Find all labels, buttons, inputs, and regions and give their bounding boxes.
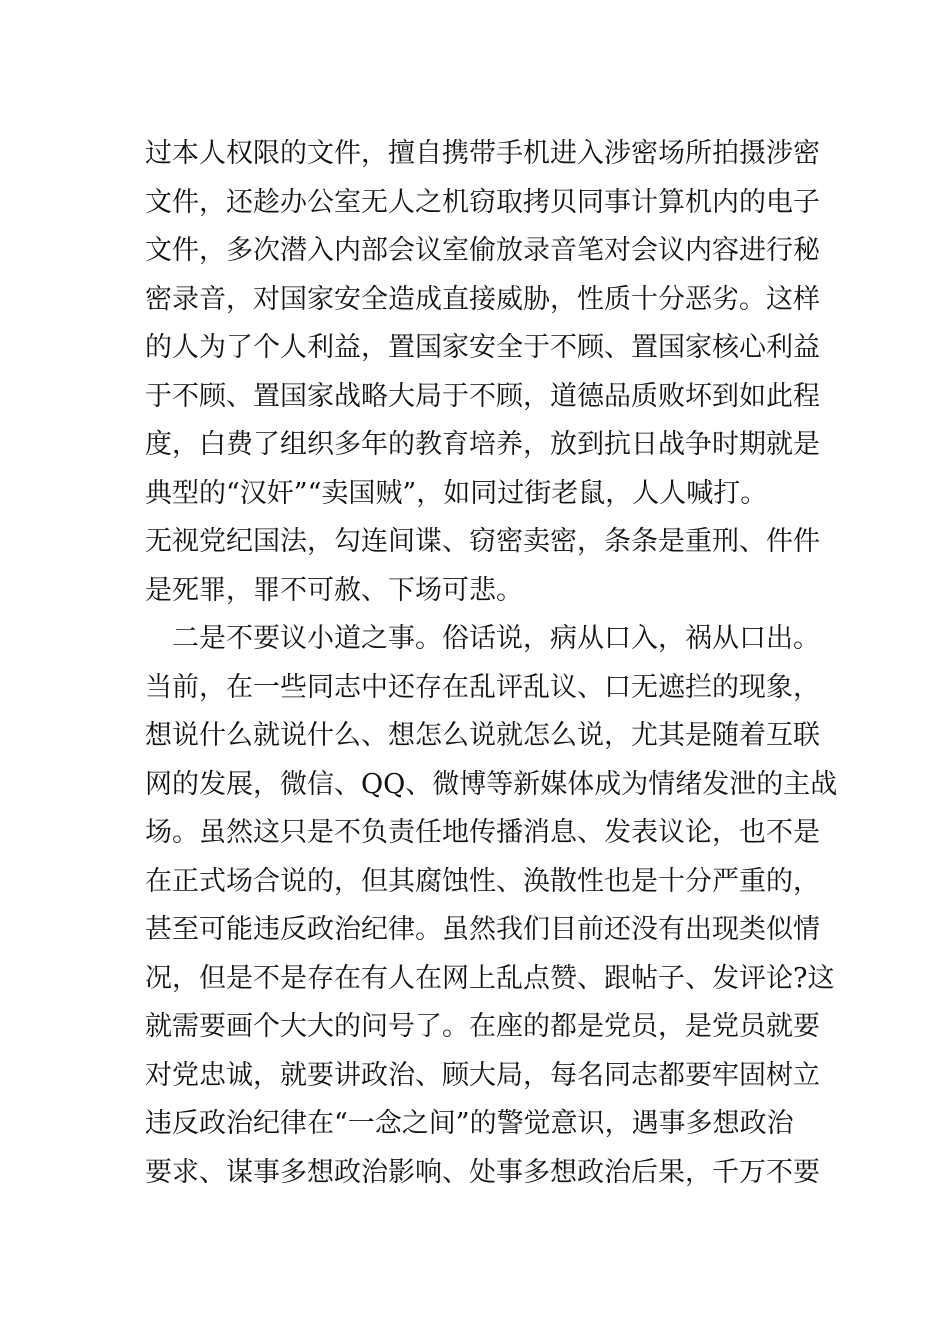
text-line: 场。虽然这只是不负责任地传播消息、发表议论，也不是	[145, 817, 820, 848]
text-line: 就需要画个大大的问号了。在座的都是党员，是党员就要	[145, 1011, 820, 1042]
text-line: 网的发展，微信、QQ、微博等新媒体成为情绪发泄的主战	[145, 768, 838, 800]
text-line: 对党忠诚，就要讲政治、顾大局，每名同志都要牢固树立	[145, 1059, 820, 1091]
text-line: 想说什么就说什么、想怎么说就怎么说，尤其是随着互联	[145, 720, 820, 751]
text-line: 度，白费了组织多年的教育培养，放到抗日战争时期就是	[145, 429, 820, 460]
text-line: 的人为了个人利益，置国家安全于不顾、置国家核心利益	[145, 332, 820, 363]
text-line: 违反政治纪律在“一念之间”的警觉意识，遇事多想政治	[145, 1108, 794, 1139]
text-line: 典型的“汉奸”“卖国贼”，如同过街老鼠，人人喊打。	[145, 477, 768, 509]
text-line: 无视党纪国法，勾连间谍、窃密卖密，条条是重刑、件件	[145, 526, 820, 557]
text-line: 是死罪，罪不可赦、下场可悲。	[145, 574, 523, 606]
text-line: 在正式场合说的，但其腐蚀性、涣散性也是十分严重的，	[145, 865, 820, 897]
paragraph-start-line: 二是不要议小道之事。俗话说，病从口入，祸从口出。	[145, 623, 820, 654]
text-line: 要求、谋事多想政治影响、处事多想政治后果，千万不要	[145, 1156, 820, 1188]
text-line: 况，但是不是存在有人在网上乱点赞、跟帖子、发评论?这	[145, 962, 835, 994]
text-line: 甚至可能违反政治纪律。虽然我们目前还没有出现类似情	[145, 914, 820, 945]
body-text	[145, 130, 838, 1197]
text-line: 过本人权限的文件，擅自携带手机进入涉密场所拍摄涉密	[145, 138, 820, 169]
text-line: 当前，在一些同志中还存在乱评乱议、口无遮拦的现象，	[145, 671, 820, 703]
text-line: 于不顾、置国家战略大局于不顾，道德品质败坏到如此程	[145, 380, 820, 412]
text-line: 文件，还趁办公室无人之机窃取拷贝同事计算机内的电子	[145, 186, 820, 218]
text-line: 文件，多次潜入内部会议室偷放录音笔对会议内容进行秘	[145, 235, 820, 266]
text-line: 密录音，对国家安全造成直接威胁，性质十分恶劣。这样	[145, 283, 820, 315]
